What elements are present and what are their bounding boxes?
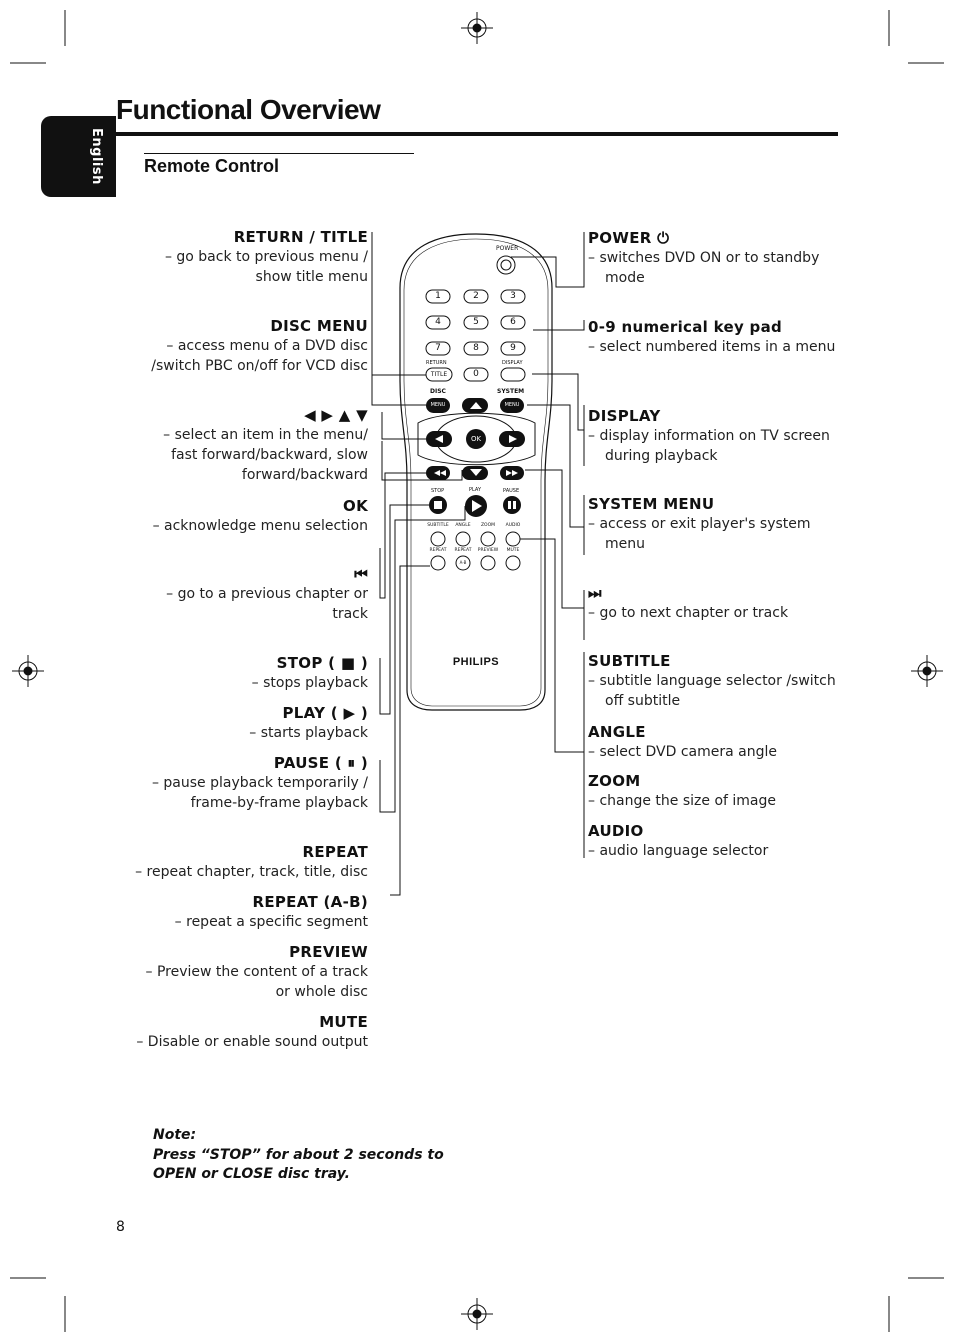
desc-repeat-ab xyxy=(60,892,368,932)
desc-line: – pause playback temporarily / xyxy=(151,775,368,791)
note-label: Note: xyxy=(153,1127,197,1143)
remote-pause-label: PAUSE xyxy=(503,488,520,494)
desc-display xyxy=(588,406,838,466)
desc-line: – go to next chapter or track xyxy=(588,605,789,621)
heading: RETURN / TITLE xyxy=(233,228,368,246)
remote-mute-label: MUTE xyxy=(506,548,520,553)
page-title: Functional Overview xyxy=(116,94,381,125)
remote-disc-label: DISC xyxy=(430,388,446,395)
section-divider xyxy=(144,153,414,154)
remote-play-label: PLAY xyxy=(469,487,482,493)
heading: ZOOM xyxy=(588,772,641,790)
desc-stop xyxy=(60,653,368,693)
desc-line: – go back to previous menu / xyxy=(164,249,368,265)
desc-line: – select numbered items in a menu xyxy=(588,339,836,355)
heading: REPEAT xyxy=(302,843,368,861)
desc-line: – Disable or enable sound output xyxy=(136,1034,368,1050)
registration-mark-left xyxy=(12,655,44,687)
desc-arrows xyxy=(60,405,368,485)
desc-line: – acknowledge menu selection xyxy=(152,518,368,534)
desc-line: forward/backward xyxy=(241,467,368,483)
desc-zoom xyxy=(588,771,838,811)
note xyxy=(153,1126,444,1185)
desc-previous xyxy=(60,564,368,624)
key-1[interactable]: 1 xyxy=(435,291,441,301)
desc-line: /switch PBC on/off for VCD disc xyxy=(151,358,368,374)
desc-play xyxy=(60,703,368,743)
desc-line: – Preview the content of a track xyxy=(145,964,368,980)
remote-stop-label: STOP xyxy=(431,488,445,494)
desc-line: – select DVD camera angle xyxy=(588,744,777,760)
desc-disc-menu xyxy=(60,316,368,376)
remote-repeat-ab-label: REPEAT xyxy=(454,548,472,553)
heading: ⏮ xyxy=(354,565,368,583)
desc-line: – change the size of image xyxy=(588,793,776,809)
remote-zoom-label: ZOOM xyxy=(480,523,496,528)
title-key[interactable]: TITLE xyxy=(430,371,448,378)
desc-next xyxy=(588,583,838,623)
language-tab-label: English xyxy=(89,128,104,185)
key-7[interactable]: 7 xyxy=(435,343,441,353)
heading: STOP ( ■ ) xyxy=(276,654,368,672)
heading: DISPLAY xyxy=(588,407,661,425)
desc-power xyxy=(588,228,838,288)
remote-subtitle-label: SUBTITLE xyxy=(427,523,449,528)
system-menu-key[interactable]: MENU xyxy=(504,402,520,408)
heading: ◀ ▶ ▲ ▼ xyxy=(304,406,368,424)
desc-line: – repeat a specific segment xyxy=(174,914,368,930)
heading: POWER ⏻ xyxy=(588,229,670,247)
remote-return-label: RETURN xyxy=(426,360,447,366)
desc-line: – repeat chapter, track, title, disc xyxy=(135,864,368,880)
desc-mute xyxy=(60,1012,368,1052)
remote-preview-label: PREVIEW xyxy=(477,548,499,553)
key-5[interactable]: 5 xyxy=(473,317,479,327)
note-line: Press “STOP” for about 2 seconds to xyxy=(153,1146,444,1163)
desc-line: show title menu xyxy=(255,269,368,285)
remote-power-label: POWER xyxy=(496,245,519,252)
remote-repeat-label: REPEAT xyxy=(429,548,447,553)
desc-line: – go to a previous chapter or xyxy=(166,586,368,602)
key-6[interactable]: 6 xyxy=(510,317,516,327)
heading: DISC MENU xyxy=(270,317,368,335)
key-3[interactable]: 3 xyxy=(510,291,516,301)
heading: SYSTEM MENU xyxy=(588,495,715,513)
key-8[interactable]: 8 xyxy=(473,343,479,353)
desc-repeat xyxy=(60,842,368,882)
desc-line: – audio language selector xyxy=(588,843,769,859)
desc-line: – select an item in the menu/ xyxy=(163,427,368,443)
registration-mark-top xyxy=(461,12,493,44)
desc-pause xyxy=(60,753,368,813)
remote-audio-label: AUDIO xyxy=(505,523,521,528)
key-0[interactable]: 0 xyxy=(473,369,479,379)
desc-line: fast forward/backward, slow xyxy=(171,447,368,463)
heading: 0-9 numerical key pad xyxy=(588,318,783,336)
key-2[interactable]: 2 xyxy=(473,291,479,301)
remote-display-label: DISPLAY xyxy=(502,360,523,366)
page-number: 8 xyxy=(116,1219,125,1235)
remote-system-label: SYSTEM xyxy=(497,388,525,395)
desc-line: – access menu of a DVD disc xyxy=(166,338,368,354)
remote-angle-label: ANGLE xyxy=(455,523,471,528)
brand-logo: PHILIPS xyxy=(452,656,500,668)
heading: PLAY ( ▶ ) xyxy=(282,704,368,722)
desc-angle xyxy=(588,722,838,762)
registration-mark-right xyxy=(911,655,943,687)
ok-key[interactable]: OK xyxy=(470,435,482,443)
desc-line: – starts playback xyxy=(249,725,368,741)
heading: REPEAT (A-B) xyxy=(252,893,368,911)
registration-mark-bottom xyxy=(461,1298,493,1330)
key-9[interactable]: 9 xyxy=(510,343,516,353)
desc-line: – switches DVD ON or to standby mode xyxy=(588,250,820,286)
desc-line: frame-by-frame playback xyxy=(190,795,368,811)
note-line: OPEN or CLOSE disc tray. xyxy=(153,1166,350,1182)
desc-line: track xyxy=(332,606,368,622)
heading: ⏭ xyxy=(588,584,602,602)
desc-line: – subtitle language selector /switch off subtitle xyxy=(588,673,836,709)
heading: OK xyxy=(343,497,368,515)
desc-line: – access or exit player's system menu xyxy=(588,516,811,552)
title-divider xyxy=(116,132,838,136)
desc-ok xyxy=(60,496,368,536)
heading: PAUSE ( ⏸ ) xyxy=(273,754,368,772)
desc-system-menu xyxy=(588,494,838,554)
disc-menu-key[interactable]: MENU xyxy=(430,402,446,408)
desc-numpad xyxy=(588,317,838,357)
key-4[interactable]: 4 xyxy=(435,317,441,327)
ab-key[interactable]: A-B xyxy=(459,560,467,565)
desc-line: – stops playback xyxy=(251,675,368,691)
section-title: Remote Control xyxy=(144,156,279,176)
heading: PREVIEW xyxy=(289,943,368,961)
desc-subtitle xyxy=(588,651,838,711)
language-tab xyxy=(41,116,116,197)
desc-audio xyxy=(588,821,838,861)
desc-preview xyxy=(60,942,368,1002)
desc-return-title xyxy=(60,227,368,287)
heading: SUBTITLE xyxy=(588,652,671,670)
heading: AUDIO xyxy=(588,822,644,840)
desc-line: – display information on TV screen during playback xyxy=(588,428,830,464)
heading: MUTE xyxy=(319,1013,368,1031)
heading: ANGLE xyxy=(588,723,646,741)
power-key xyxy=(497,256,515,274)
desc-line: or whole disc xyxy=(275,984,368,1000)
